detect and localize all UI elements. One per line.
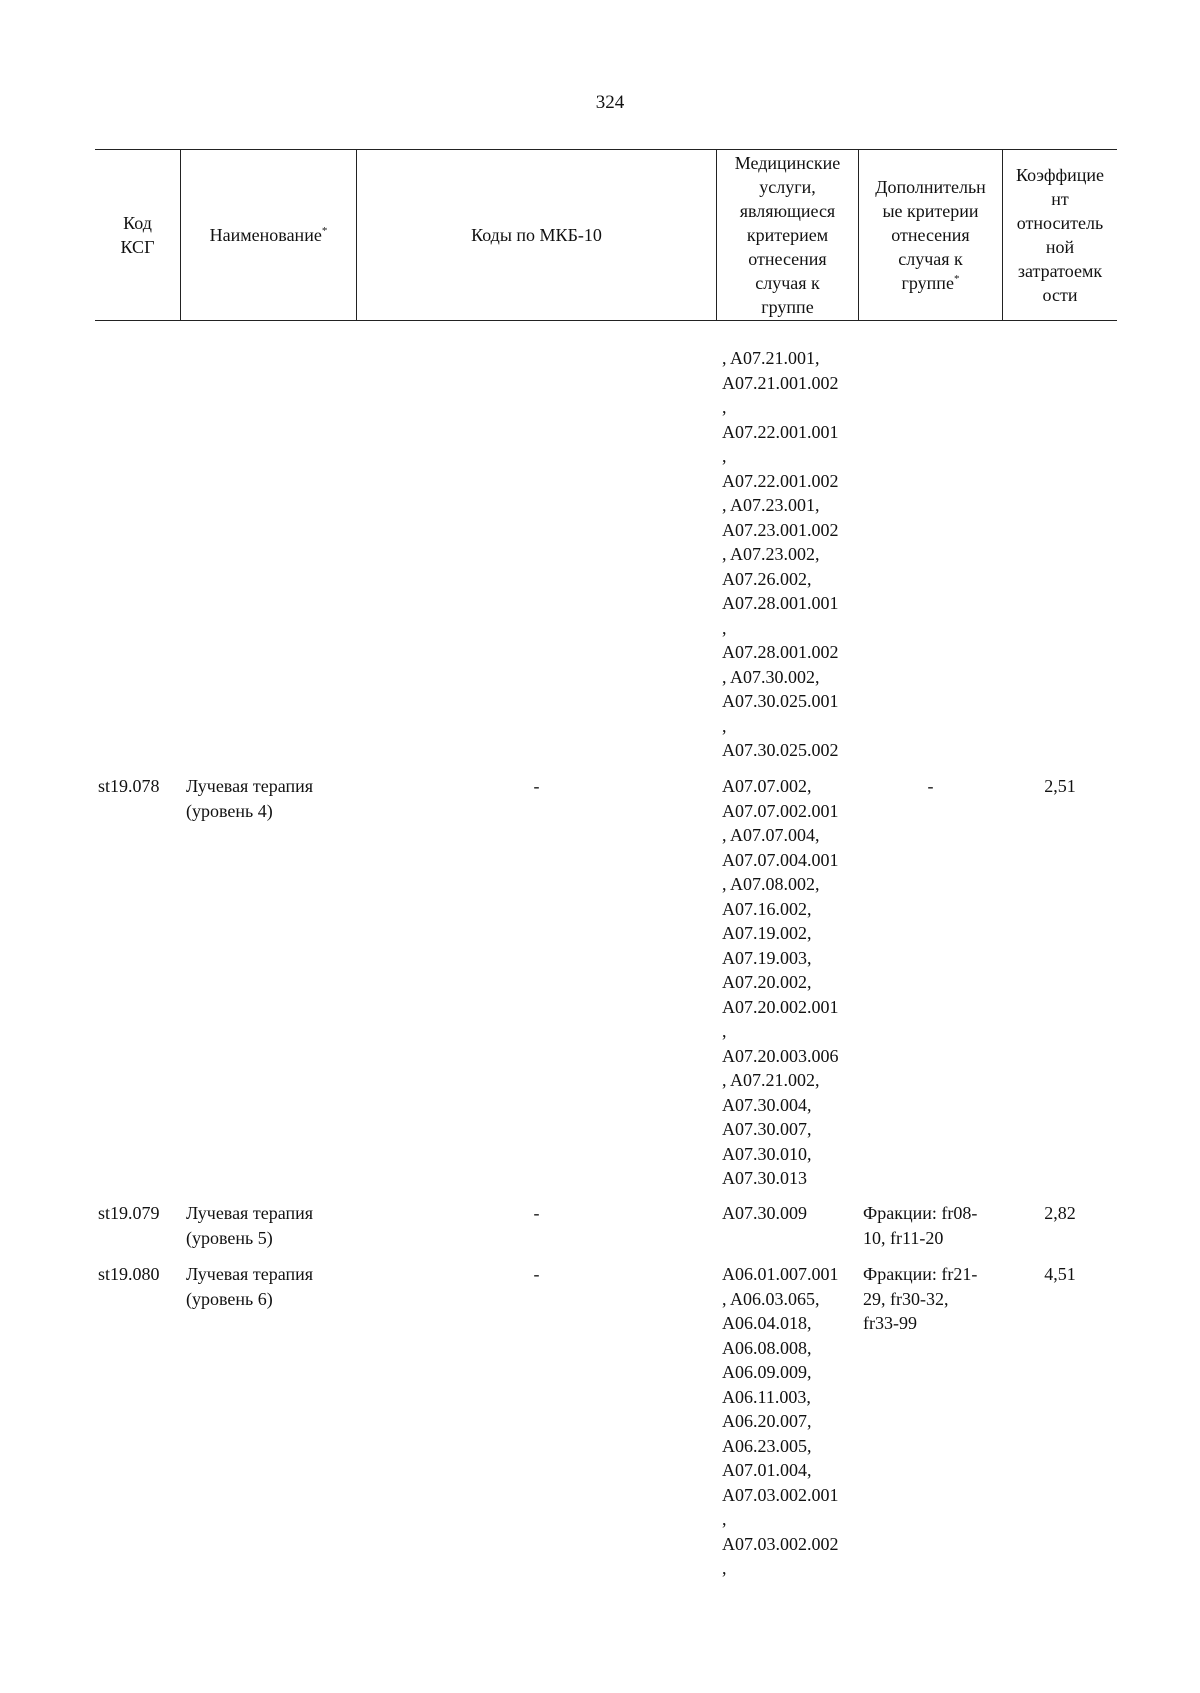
row-coefficient: 2,82 — [1044, 1203, 1076, 1223]
row-services: A07.07.002, A07.07.002.001 , A07.07.004, A07.07.004.001 , A07.08.002, A07.16.002, A07.19.002, A07.19.003, A07.20.002, A07.20.002.001 , A07.20.003.006 , A07.21.002, A07.30.004, A07.30.007, A07.30.010, A07.30.013 — [722, 776, 839, 1188]
header-extra-criteria: Дополнительн ые критерии отнесения случая к группе* — [875, 176, 986, 293]
row-code: st19.080 — [98, 1264, 160, 1284]
header-bottom-rule — [95, 320, 1117, 321]
header-name: Наименование* — [209, 224, 328, 245]
row-extra-criteria: Фракции: fr08- 10, fr11-20 — [863, 1203, 978, 1248]
row-extra-criteria: Фракции: fr21- 29, fr30-32, fr33-99 — [863, 1264, 978, 1333]
header-code: Код КСГ — [120, 212, 155, 257]
row-name: Лучевая терапия (уровень 6) — [186, 1264, 313, 1309]
row-code: st19.078 — [98, 776, 160, 796]
row-icd: - — [533, 1264, 540, 1284]
header-services: Медицинские услуги, являющиеся критерием отнесения случая к группе — [734, 152, 841, 317]
row-services: A06.01.007.001 , A06.03.065, A06.04.018, A06.08.008, A06.09.009, A06.11.003, A06.20.007, A06.23.005, A07.01.004, A07.03.002.001 , A07.03.002.002 , — [722, 1264, 839, 1578]
row-code: st19.079 — [98, 1203, 160, 1223]
row-name: Лучевая терапия (уровень 5) — [186, 1203, 313, 1248]
row-extra-criteria: - — [927, 776, 934, 796]
row-icd: - — [533, 776, 540, 796]
row-coefficient: 2,51 — [1044, 776, 1076, 796]
continuation-services: , A07.21.001, A07.21.001.002 , A07.22.001.001 , A07.22.001.002 , A07.23.001, A07.23.001.002 , A07.23.002, A07.26.002, A07.28.001.001 , A07.28.001.002 , A07.30.002, A07.30.025.001 , A07.30.025.002 — [722, 348, 839, 760]
row-name: Лучевая терапия (уровень 4) — [186, 776, 313, 821]
page-number: 324 — [595, 92, 625, 113]
header-coefficient: Коэффицие нт относитель ной затратоемк ости — [1015, 164, 1105, 305]
row-coefficient: 4,51 — [1044, 1264, 1076, 1284]
header-icd: Коды по МКБ-10 — [471, 224, 602, 245]
row-services: A07.30.009 — [722, 1203, 807, 1223]
row-icd: - — [533, 1203, 540, 1223]
